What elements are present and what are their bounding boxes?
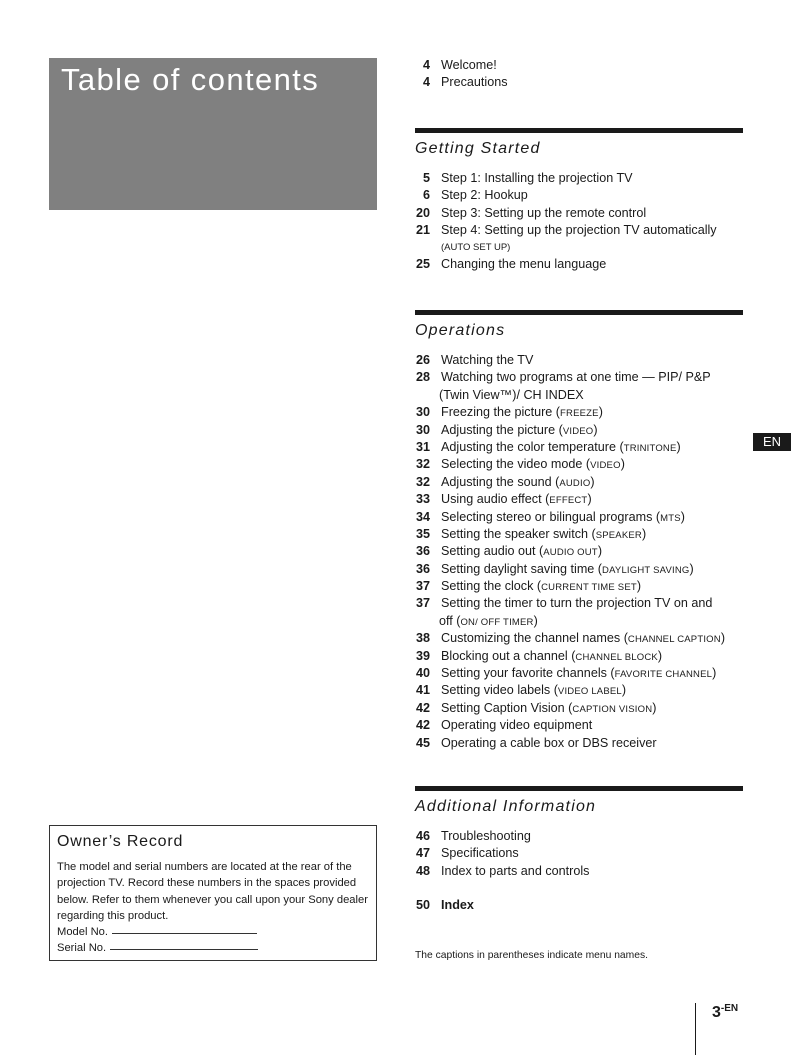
- closing-paren: ): [680, 509, 685, 524]
- entry-text: [441, 578, 641, 596]
- serial-number-line: [110, 949, 258, 950]
- closing-paren: ): [720, 631, 726, 646]
- page-number: 4: [422, 58, 430, 72]
- closing-paren: ): [657, 648, 663, 663]
- page-number: 5: [422, 171, 430, 185]
- entry-label: Setting your favorite channels (: [441, 666, 615, 681]
- serial-number-field: [57, 940, 373, 956]
- entry-text: Changing the menu language: [441, 256, 607, 271]
- closing-paren: ): [593, 422, 598, 437]
- page-number: 30: [415, 422, 430, 437]
- page-number: 34: [415, 509, 430, 524]
- closing-paren: ): [590, 474, 595, 489]
- entry-text: [441, 526, 646, 544]
- entry-text: [441, 682, 626, 700]
- menu-name: EFFECT: [549, 495, 588, 507]
- entry-text: Index to parts and controls: [441, 863, 590, 878]
- section-title: Additional Information: [415, 798, 597, 815]
- section-operations-header: [415, 310, 743, 340]
- page-number: 32: [415, 457, 430, 472]
- menu-name: FAVORITE CHANNEL: [614, 669, 713, 681]
- page-number: 50: [415, 898, 430, 913]
- page-number: 6: [422, 188, 430, 203]
- entry-text: [441, 404, 603, 422]
- page-number: 39: [415, 648, 430, 663]
- page-number-suffix: -EN: [720, 1003, 739, 1014]
- menu-name: FREEZE: [560, 408, 599, 420]
- entry-text: [441, 561, 694, 579]
- entry-text: [441, 717, 592, 734]
- menu-name: VIDEO: [562, 425, 594, 437]
- entry-text: [441, 648, 662, 666]
- entry-text: [441, 630, 725, 648]
- section-additional-header: [415, 786, 743, 816]
- entry-text: [441, 543, 602, 561]
- entry-text: [441, 456, 625, 474]
- entry-text: [441, 735, 657, 752]
- entry-text: [441, 352, 533, 369]
- closing-paren: ): [587, 492, 592, 507]
- entry-label: Adjusting the picture (: [441, 422, 563, 437]
- menu-name: VIDEO: [590, 460, 621, 472]
- page-number: 26: [415, 353, 430, 367]
- entry-text: [441, 422, 598, 440]
- entry-text: [441, 369, 711, 386]
- menu-name: (AUTO SET UP): [441, 241, 511, 253]
- closing-paren: ): [620, 457, 625, 472]
- closing-paren: ): [533, 613, 538, 628]
- section-divider: [415, 786, 743, 791]
- page-number: 46: [415, 829, 430, 843]
- entry-label: Setting Caption Vision (: [441, 700, 573, 715]
- entry-text: [441, 509, 685, 527]
- model-number-field: [57, 924, 373, 940]
- owners-record-box: [49, 825, 377, 961]
- entry-text: [441, 700, 656, 718]
- entry-label: Selecting the video mode (: [441, 457, 591, 472]
- page-number: 36: [415, 561, 430, 576]
- entry-label: Operating video equipment: [441, 718, 593, 733]
- entry-text: [441, 474, 595, 492]
- closing-paren: ): [712, 666, 717, 681]
- closing-paren: ): [676, 439, 681, 454]
- entry-text: [439, 613, 538, 631]
- entry-text: Precautions: [441, 75, 508, 90]
- page-number: 20: [415, 205, 430, 220]
- page-number-footer: [712, 1003, 738, 1022]
- closing-paren: ): [641, 526, 647, 541]
- page-number: 40: [415, 666, 430, 681]
- section-getting-started-header: [415, 128, 743, 158]
- page-number: 30: [415, 405, 430, 420]
- title-block: [49, 58, 377, 210]
- entry-label: Setting the speaker switch (: [441, 526, 596, 541]
- closing-paren: ): [597, 544, 603, 559]
- closing-paren: ): [636, 579, 642, 594]
- entry-text: [441, 595, 712, 612]
- entry-text: Step 2: Hookup: [441, 188, 528, 203]
- menu-name: AUDIO: [559, 477, 591, 489]
- page-number: 48: [415, 863, 430, 878]
- page-number: 36: [415, 544, 430, 559]
- menu-name: AUDIO OUT: [543, 547, 598, 559]
- owners-record-title: Owner’s Record: [57, 833, 184, 850]
- entry-label: Setting audio out (: [441, 544, 544, 559]
- caption-note: The captions in parentheses indicate menu names.: [415, 950, 648, 961]
- section-title: Operations: [415, 322, 506, 339]
- entry-text: Troubleshooting: [441, 829, 531, 843]
- page-number: 38: [415, 631, 430, 646]
- entry-label: Watching two programs at one time — PIP/ P&P: [441, 370, 711, 385]
- section-divider: [415, 310, 743, 315]
- entry-label: Setting the clock (: [441, 579, 542, 594]
- page-number: 37: [415, 579, 430, 594]
- entry-text: Specifications: [441, 846, 519, 861]
- page-title: Table of contents: [61, 62, 320, 97]
- model-number-line: [112, 933, 257, 934]
- entry-text: [441, 665, 716, 683]
- entry-text: [439, 387, 584, 404]
- menu-name: MTS: [660, 512, 681, 524]
- entry-label: Adjusting the color temperature (: [441, 439, 624, 454]
- closing-paren: ): [689, 561, 694, 576]
- entry-label: Freezing the picture (: [441, 405, 560, 420]
- owners-record-body: [57, 859, 373, 957]
- page-number: 33: [415, 492, 430, 507]
- entry-text: Index: [441, 898, 474, 913]
- serial-number-label: Serial No.: [57, 942, 107, 955]
- language-tab: EN: [753, 433, 791, 451]
- closing-paren: ): [621, 683, 627, 698]
- owners-record-text: The model and serial numbers are located at the rear of the projection TV. Record these numbers in the spaces provided below. Refer to them whenever you call upon your Sony dealer regarding this product.: [57, 861, 368, 922]
- model-number-label: Model No.: [57, 926, 108, 939]
- page-number: 47: [415, 846, 430, 861]
- page-number: 28: [415, 370, 430, 385]
- closing-paren: ): [652, 700, 657, 715]
- menu-name: CHANNEL CAPTION: [627, 634, 721, 646]
- section-title: Getting Started: [415, 140, 541, 157]
- page-number: 21: [415, 223, 430, 238]
- entry-text: Step 4: Setting up the projection TV automatically: [441, 223, 717, 238]
- entry-label: Operating a cable box or DBS receiver: [441, 735, 657, 750]
- entry-text: [441, 439, 681, 457]
- page-number-value: 3: [712, 1004, 721, 1021]
- entry-label: Setting video labels (: [441, 683, 558, 698]
- page-number: 31: [415, 439, 430, 454]
- entry-text: Welcome!: [441, 58, 497, 72]
- page-number: 42: [415, 718, 430, 733]
- menu-name: CAPTION VISION: [572, 703, 653, 715]
- entry-label: Setting daylight saving time (: [441, 561, 603, 576]
- entry-label: Using audio effect (: [441, 492, 550, 507]
- entry-label: off (: [439, 613, 461, 628]
- entry-label: Selecting stereo or bilingual programs (: [441, 509, 661, 524]
- menu-name: CHANNEL BLOCK: [575, 651, 658, 663]
- menu-name: SPEAKER: [595, 529, 642, 541]
- page-number: 32: [415, 474, 430, 489]
- entry-text: [441, 491, 592, 509]
- closing-paren: ): [598, 405, 603, 420]
- menu-name: DAYLIGHT SAVING: [602, 564, 690, 576]
- entry-text: Step 1: Installing the projection TV: [441, 171, 633, 185]
- menu-name: TRINITONE: [623, 442, 677, 454]
- menu-name: CURRENT TIME SET: [541, 582, 637, 594]
- entry-label: Setting the timer to turn the projection TV on and: [441, 596, 713, 611]
- entry-label: Blocking out a channel (: [441, 648, 576, 663]
- page-number: 35: [415, 526, 430, 541]
- menu-name: ON/ OFF TIMER: [460, 616, 534, 628]
- entry-label: (Twin View™)/ CH INDEX: [439, 387, 584, 402]
- menu-name: VIDEO LABEL: [557, 686, 622, 698]
- page-number: 42: [415, 700, 430, 715]
- page-number: 25: [415, 256, 430, 271]
- entry-label: Adjusting the sound (: [441, 474, 560, 489]
- entry-label: Watching the TV: [441, 353, 534, 367]
- entry-label: Customizing the channel names (: [441, 631, 628, 646]
- page-number: 4: [422, 75, 430, 90]
- page-number: 41: [415, 683, 430, 698]
- page-number-rule: [695, 1003, 696, 1055]
- section-divider: [415, 128, 743, 133]
- page-number: 37: [415, 596, 430, 611]
- page-number: 45: [415, 735, 430, 750]
- entry-text: Step 3: Setting up the remote control: [441, 205, 647, 220]
